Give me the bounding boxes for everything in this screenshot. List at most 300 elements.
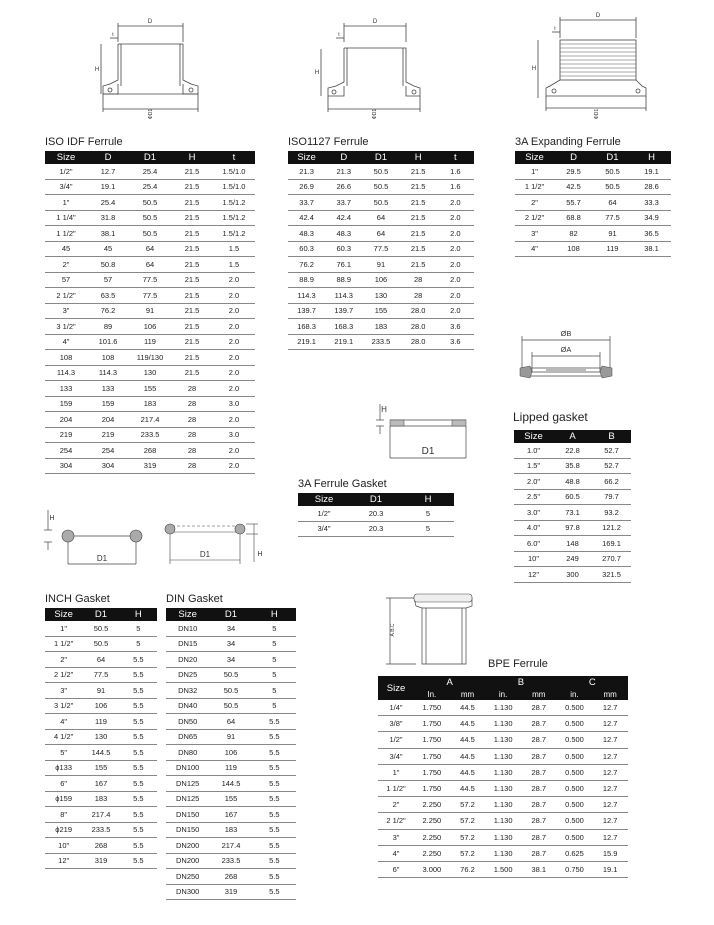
table-cell: DN20 xyxy=(166,652,209,668)
table-cell: 48.3 xyxy=(325,226,362,242)
table-cell: 183 xyxy=(209,822,252,838)
table-cell: 5.5 xyxy=(120,683,157,699)
table-cell: 3.000 xyxy=(414,861,450,877)
table-row xyxy=(515,226,671,242)
column-header: Size xyxy=(45,151,87,164)
table-cell: 91 xyxy=(209,729,252,745)
label-t: t xyxy=(112,32,114,38)
table-cell: 6.0" xyxy=(514,536,553,552)
column-header: H xyxy=(171,151,213,164)
table-cell: 1.750 xyxy=(414,700,450,716)
table-cell: 1 1/2" xyxy=(45,636,82,652)
table-cell: DN15 xyxy=(166,636,209,652)
table-cell: 5.5 xyxy=(120,667,157,683)
table-cell: 1.750 xyxy=(414,780,450,796)
table-cell: 3" xyxy=(378,829,414,845)
table-cell: 1" xyxy=(378,764,414,780)
table-cell: 48.8 xyxy=(553,474,592,490)
table-cell: 21.3 xyxy=(288,164,325,179)
table-cell: DN50 xyxy=(166,714,209,730)
bpe-unit: in. xyxy=(557,689,593,700)
table-cell: 76.2 xyxy=(450,861,486,877)
table-cell: 2.0 xyxy=(213,381,255,397)
table-cell: 1.5/1.0 xyxy=(213,179,255,195)
table-cell: 233.5 xyxy=(362,334,399,350)
table-cell: 1.130 xyxy=(485,748,521,764)
label-phi-d1: ΦD1 xyxy=(372,108,378,120)
table-cell: 28.7 xyxy=(521,780,557,796)
label-h: H xyxy=(94,67,100,73)
table-cell: 0.500 xyxy=(557,829,593,845)
table-row xyxy=(45,714,157,730)
table-row xyxy=(45,257,255,273)
column-header: Size xyxy=(45,608,82,621)
table-cell: 1.5" xyxy=(514,458,553,474)
table-cell: 6" xyxy=(378,861,414,877)
table-cell: 106 xyxy=(362,272,399,288)
table-row xyxy=(166,869,296,885)
table-row xyxy=(514,458,631,474)
table-row xyxy=(45,241,255,257)
table-row xyxy=(45,652,157,668)
table-cell: 219.1 xyxy=(325,334,362,350)
table-cell: 114.3 xyxy=(87,365,129,381)
table-cell: 1.130 xyxy=(485,780,521,796)
column-header: Size xyxy=(298,493,350,506)
table-row xyxy=(45,683,157,699)
table-cell: 5.5 xyxy=(120,807,157,823)
table-row xyxy=(514,520,631,536)
table-cell: 76.1 xyxy=(325,257,362,273)
table-cell: 0.500 xyxy=(557,700,593,716)
table-cell: 10" xyxy=(45,838,82,854)
table-row xyxy=(45,621,157,636)
table-cell: 15.9 xyxy=(592,845,628,861)
table-cell: 25.4 xyxy=(129,164,171,179)
table-cell: 3 1/2" xyxy=(45,319,87,335)
table-cell: 2 1/2" xyxy=(45,288,87,304)
table-cell: 2 1/2" xyxy=(45,667,82,683)
table-cell: 36.5 xyxy=(632,226,671,242)
table-cell: 5.5 xyxy=(120,652,157,668)
table-row xyxy=(288,241,474,257)
table-cell: 57 xyxy=(45,272,87,288)
table-cell: 50.5 xyxy=(82,621,119,636)
table-cell: 21.5 xyxy=(171,288,213,304)
table-row xyxy=(45,226,255,242)
table-cell: 1.130 xyxy=(485,797,521,813)
table-row xyxy=(515,164,671,179)
table-cell: 21.5 xyxy=(171,195,213,211)
table-cell: 119 xyxy=(593,241,632,257)
bpe-ferrule-drawing xyxy=(376,588,476,668)
label-phi-d1: ΦD1 xyxy=(594,108,600,120)
table-row xyxy=(45,729,157,745)
table-cell: 89 xyxy=(87,319,129,335)
table-row xyxy=(378,797,628,813)
table-cell: 1" xyxy=(45,195,87,211)
table-cell: 2.0 xyxy=(437,257,474,273)
table-row xyxy=(515,179,671,195)
table-cell: 114.3 xyxy=(45,365,87,381)
table-cell: 114.3 xyxy=(325,288,362,304)
table-cell: 28.7 xyxy=(521,700,557,716)
table-cell: 21.5 xyxy=(171,334,213,350)
table-cell: 38.1 xyxy=(632,241,671,257)
table-cell: 1 1/2" xyxy=(515,179,554,195)
table-row xyxy=(514,489,631,505)
label-d1: D1 xyxy=(96,554,108,563)
table-cell: ϕ133 xyxy=(45,760,82,776)
table-cell: DN125 xyxy=(166,776,209,792)
iso-idf-ferrule-drawing xyxy=(88,14,218,124)
table-cell: 50.5 xyxy=(129,210,171,226)
table-cell: 91 xyxy=(82,683,119,699)
table-cell: 50.5 xyxy=(209,698,252,714)
table-cell: 57.2 xyxy=(450,797,486,813)
table-cell: 5.5 xyxy=(120,729,157,745)
table-cell: DN200 xyxy=(166,853,209,869)
table-cell: 2" xyxy=(515,195,554,211)
table-cell: 33.3 xyxy=(632,195,671,211)
table-cell: 73.1 xyxy=(553,505,592,521)
column-header: H xyxy=(402,493,454,506)
din-title: DIN Gasket xyxy=(166,593,223,605)
table-cell: 50.5 xyxy=(129,226,171,242)
table-cell: 12" xyxy=(45,853,82,869)
table-cell: 12.7 xyxy=(592,764,628,780)
bpe-group-b: B xyxy=(485,676,556,689)
table-cell: 233.5 xyxy=(129,427,171,443)
table-cell: 28.0 xyxy=(400,303,437,319)
table-cell: 130 xyxy=(82,729,119,745)
table-row xyxy=(45,667,157,683)
column-header: H xyxy=(120,608,157,621)
table-cell: 5.5 xyxy=(120,853,157,869)
lipped-title: Lipped gasket xyxy=(513,410,588,424)
table-row xyxy=(298,506,454,521)
table-cell: 155 xyxy=(209,791,252,807)
table-cell: 106 xyxy=(82,698,119,714)
table-cell: DN40 xyxy=(166,698,209,714)
table-cell: 50.5 xyxy=(593,164,632,179)
table-cell: 3.6 xyxy=(437,319,474,335)
table-cell: 2.5" xyxy=(514,489,553,505)
iso1127-ferrule-drawing xyxy=(306,14,436,124)
table-cell: 5.5 xyxy=(253,807,296,823)
table-cell: 268 xyxy=(82,838,119,854)
table-cell: 5.5 xyxy=(253,791,296,807)
ferrule-gasket-title: 3A Ferrule Gasket xyxy=(298,478,387,490)
table-cell: 5.5 xyxy=(253,869,296,885)
table-cell: 28.7 xyxy=(521,813,557,829)
table-row xyxy=(288,164,474,179)
table-cell: 168.3 xyxy=(325,319,362,335)
table-cell: 130 xyxy=(362,288,399,304)
column-header: D xyxy=(325,151,362,164)
column-header: Size xyxy=(166,608,209,621)
iso-idf-title: ISO IDF Ferrule xyxy=(45,136,123,148)
label-h: H xyxy=(531,66,537,72)
table-row xyxy=(514,551,631,567)
label-d: D xyxy=(372,19,378,25)
table-cell: 45 xyxy=(87,241,129,257)
table-cell: 4 1/2" xyxy=(45,729,82,745)
table-cell: 88.9 xyxy=(325,272,362,288)
table-row xyxy=(45,838,157,854)
table-cell: 91 xyxy=(129,303,171,319)
table-cell: DN150 xyxy=(166,807,209,823)
table-cell: 97.8 xyxy=(553,520,592,536)
table-cell: 1.130 xyxy=(485,732,521,748)
table-cell: 2.0" xyxy=(514,474,553,490)
table-cell: 26.6 xyxy=(325,179,362,195)
table-cell: 219 xyxy=(87,427,129,443)
table-cell: 4" xyxy=(45,714,82,730)
table-cell: 50.5 xyxy=(129,195,171,211)
table-cell: 1.130 xyxy=(485,829,521,845)
table-cell: 2.250 xyxy=(414,797,450,813)
table-cell: 1 1/2" xyxy=(378,780,414,796)
table-cell: 44.5 xyxy=(450,780,486,796)
table-cell: 119 xyxy=(82,714,119,730)
table-cell: 12" xyxy=(514,567,553,583)
table-cell: 28 xyxy=(400,288,437,304)
table-cell: 34 xyxy=(209,621,252,636)
table-cell: 270.7 xyxy=(592,551,631,567)
table-cell: DN25 xyxy=(166,667,209,683)
table-cell: 1/4" xyxy=(378,700,414,716)
table-cell: 19.1 xyxy=(632,164,671,179)
table-cell: 204 xyxy=(45,412,87,428)
table-row xyxy=(515,241,671,257)
column-header: D1 xyxy=(362,151,399,164)
table-cell: 106 xyxy=(209,745,252,761)
table-row xyxy=(514,536,631,552)
table-row xyxy=(378,780,628,796)
table-cell: 319 xyxy=(129,458,171,474)
ferrule-gasket-table xyxy=(298,493,454,537)
table-row xyxy=(288,210,474,226)
table-row xyxy=(45,288,255,304)
table-cell: 5 xyxy=(120,621,157,636)
column-header: D1 xyxy=(209,608,252,621)
label-d: D xyxy=(595,13,601,19)
table-cell: 148 xyxy=(553,536,592,552)
table-cell: 6" xyxy=(45,776,82,792)
table-cell: 5.5 xyxy=(120,776,157,792)
table-cell: 64 xyxy=(362,226,399,242)
label-d1: D1 xyxy=(199,550,211,559)
table-cell: 1/2" xyxy=(378,732,414,748)
table-cell: 21.5 xyxy=(171,365,213,381)
table-cell: 64 xyxy=(129,241,171,257)
table-cell: 33.7 xyxy=(288,195,325,211)
table-row xyxy=(45,210,255,226)
table-cell: 1.750 xyxy=(414,764,450,780)
table-cell: 25.4 xyxy=(129,179,171,195)
table-cell: 35.8 xyxy=(553,458,592,474)
table-cell: 22.8 xyxy=(553,443,592,458)
table-row xyxy=(45,776,157,792)
table-cell: 1.750 xyxy=(414,716,450,732)
table-cell: 217.4 xyxy=(82,807,119,823)
lipped-table xyxy=(514,430,631,583)
table-cell: 5.5 xyxy=(120,791,157,807)
table-cell: 0.500 xyxy=(557,732,593,748)
table-cell: 20.3 xyxy=(350,506,402,521)
table-row xyxy=(166,714,296,730)
table-row xyxy=(45,381,255,397)
table-cell: 219.1 xyxy=(288,334,325,350)
table-row xyxy=(166,838,296,854)
table-row xyxy=(166,652,296,668)
table-row xyxy=(515,210,671,226)
table-cell: 1.5 xyxy=(213,241,255,257)
label-abc: A.B.C xyxy=(390,623,396,637)
table-cell: 5.5 xyxy=(253,853,296,869)
table-cell: 5.5 xyxy=(120,745,157,761)
table-cell: 25.4 xyxy=(87,195,129,211)
label-phi-a: ØA xyxy=(560,345,572,354)
table-cell: 2.0 xyxy=(213,365,255,381)
table-cell: 68.8 xyxy=(554,210,593,226)
table-cell: 50.5 xyxy=(593,179,632,195)
table-cell: 57.2 xyxy=(450,829,486,845)
table-cell: 1.130 xyxy=(485,764,521,780)
table-cell: 21.5 xyxy=(400,241,437,257)
table-cell: 5.5 xyxy=(253,729,296,745)
table-cell: 119 xyxy=(209,760,252,776)
table-cell: 3.0 xyxy=(213,427,255,443)
bpe-unit: mm xyxy=(592,689,628,700)
table-cell: 12.7 xyxy=(592,732,628,748)
table-cell: 2" xyxy=(378,797,414,813)
table-cell: 28.7 xyxy=(521,829,557,845)
table-cell: 1" xyxy=(45,621,82,636)
table-row xyxy=(45,164,255,179)
inch-table xyxy=(45,608,157,869)
table-cell: 114.3 xyxy=(288,288,325,304)
table-cell: DN200 xyxy=(166,838,209,854)
column-header: D xyxy=(87,151,129,164)
table-cell: 5.5 xyxy=(253,745,296,761)
table-cell: 28 xyxy=(171,443,213,459)
table-cell: 217.4 xyxy=(209,838,252,854)
table-cell: 1.130 xyxy=(485,845,521,861)
table-cell: 38.1 xyxy=(521,861,557,877)
table-cell: 10" xyxy=(514,551,553,567)
table-cell: 5 xyxy=(253,698,296,714)
table-cell: 31.8 xyxy=(87,210,129,226)
table-cell: 38.1 xyxy=(87,226,129,242)
table-cell: 304 xyxy=(45,458,87,474)
table-cell: 21.5 xyxy=(400,210,437,226)
table-cell: 21.5 xyxy=(171,210,213,226)
table-cell: 28.7 xyxy=(521,845,557,861)
table-cell: 3/8" xyxy=(378,716,414,732)
table-cell: 12.7 xyxy=(592,780,628,796)
table-cell: 93.2 xyxy=(592,505,631,521)
table-cell: 19.1 xyxy=(592,861,628,877)
table-cell: 21.5 xyxy=(171,257,213,273)
table-cell: 3" xyxy=(45,303,87,319)
table-cell: 204 xyxy=(87,412,129,428)
table-cell: ϕ219 xyxy=(45,822,82,838)
table-row xyxy=(378,845,628,861)
table-row xyxy=(166,621,296,636)
table-cell: 3.0" xyxy=(514,505,553,521)
table-row xyxy=(298,521,454,537)
table-cell: 28 xyxy=(171,381,213,397)
table-cell: 2.0 xyxy=(213,458,255,474)
table-cell: 77.5 xyxy=(82,667,119,683)
table-row xyxy=(288,303,474,319)
column-header: Size xyxy=(515,151,554,164)
table-row xyxy=(378,716,628,732)
table-row xyxy=(288,195,474,211)
table-row xyxy=(45,443,255,459)
table-cell: 183 xyxy=(129,396,171,412)
table-cell: 57 xyxy=(87,272,129,288)
table-cell: 155 xyxy=(82,760,119,776)
label-h: H xyxy=(257,551,263,558)
table-cell: DN250 xyxy=(166,869,209,885)
table-cell: ϕ159 xyxy=(45,791,82,807)
expanding-title: 3A Expanding Ferrule xyxy=(515,136,621,148)
table-cell: 77.5 xyxy=(129,288,171,304)
table-cell: 3/4" xyxy=(45,179,87,195)
column-header: t xyxy=(213,151,255,164)
table-cell: 155 xyxy=(129,381,171,397)
column-header: D1 xyxy=(350,493,402,506)
table-cell: DN150 xyxy=(166,822,209,838)
table-cell: 28.7 xyxy=(521,797,557,813)
table-cell: 64 xyxy=(593,195,632,211)
table-cell: DN100 xyxy=(166,760,209,776)
bpe-title: BPE Ferrule xyxy=(488,658,548,670)
table-cell: 55.7 xyxy=(554,195,593,211)
table-row xyxy=(45,272,255,288)
table-cell: 167 xyxy=(209,807,252,823)
table-cell: 33.7 xyxy=(325,195,362,211)
table-cell: 0.500 xyxy=(557,797,593,813)
label-t: t xyxy=(338,32,340,38)
table-cell: 2.0 xyxy=(213,319,255,335)
table-cell: 48.3 xyxy=(288,226,325,242)
table-cell: 249 xyxy=(553,551,592,567)
table-row xyxy=(166,667,296,683)
table-cell: 21.5 xyxy=(400,226,437,242)
table-cell: 3/4" xyxy=(298,521,350,537)
table-cell: 12.7 xyxy=(592,748,628,764)
table-row xyxy=(288,288,474,304)
table-cell: 1 1/2" xyxy=(45,226,87,242)
table-cell: 34.9 xyxy=(632,210,671,226)
table-cell: 52.7 xyxy=(592,443,631,458)
table-row xyxy=(514,443,631,458)
table-cell: 133 xyxy=(87,381,129,397)
table-cell: 5.5 xyxy=(120,760,157,776)
iso1127-table xyxy=(288,151,474,350)
bpe-unit: mm xyxy=(450,689,486,700)
table-cell: 119/130 xyxy=(129,350,171,366)
table-cell: 12.7 xyxy=(592,829,628,845)
table-cell: 28.7 xyxy=(521,764,557,780)
table-cell: 1.5/1.2 xyxy=(213,226,255,242)
table-cell: 2.0 xyxy=(213,412,255,428)
iso1127-title: ISO1127 Ferrule xyxy=(288,136,369,148)
